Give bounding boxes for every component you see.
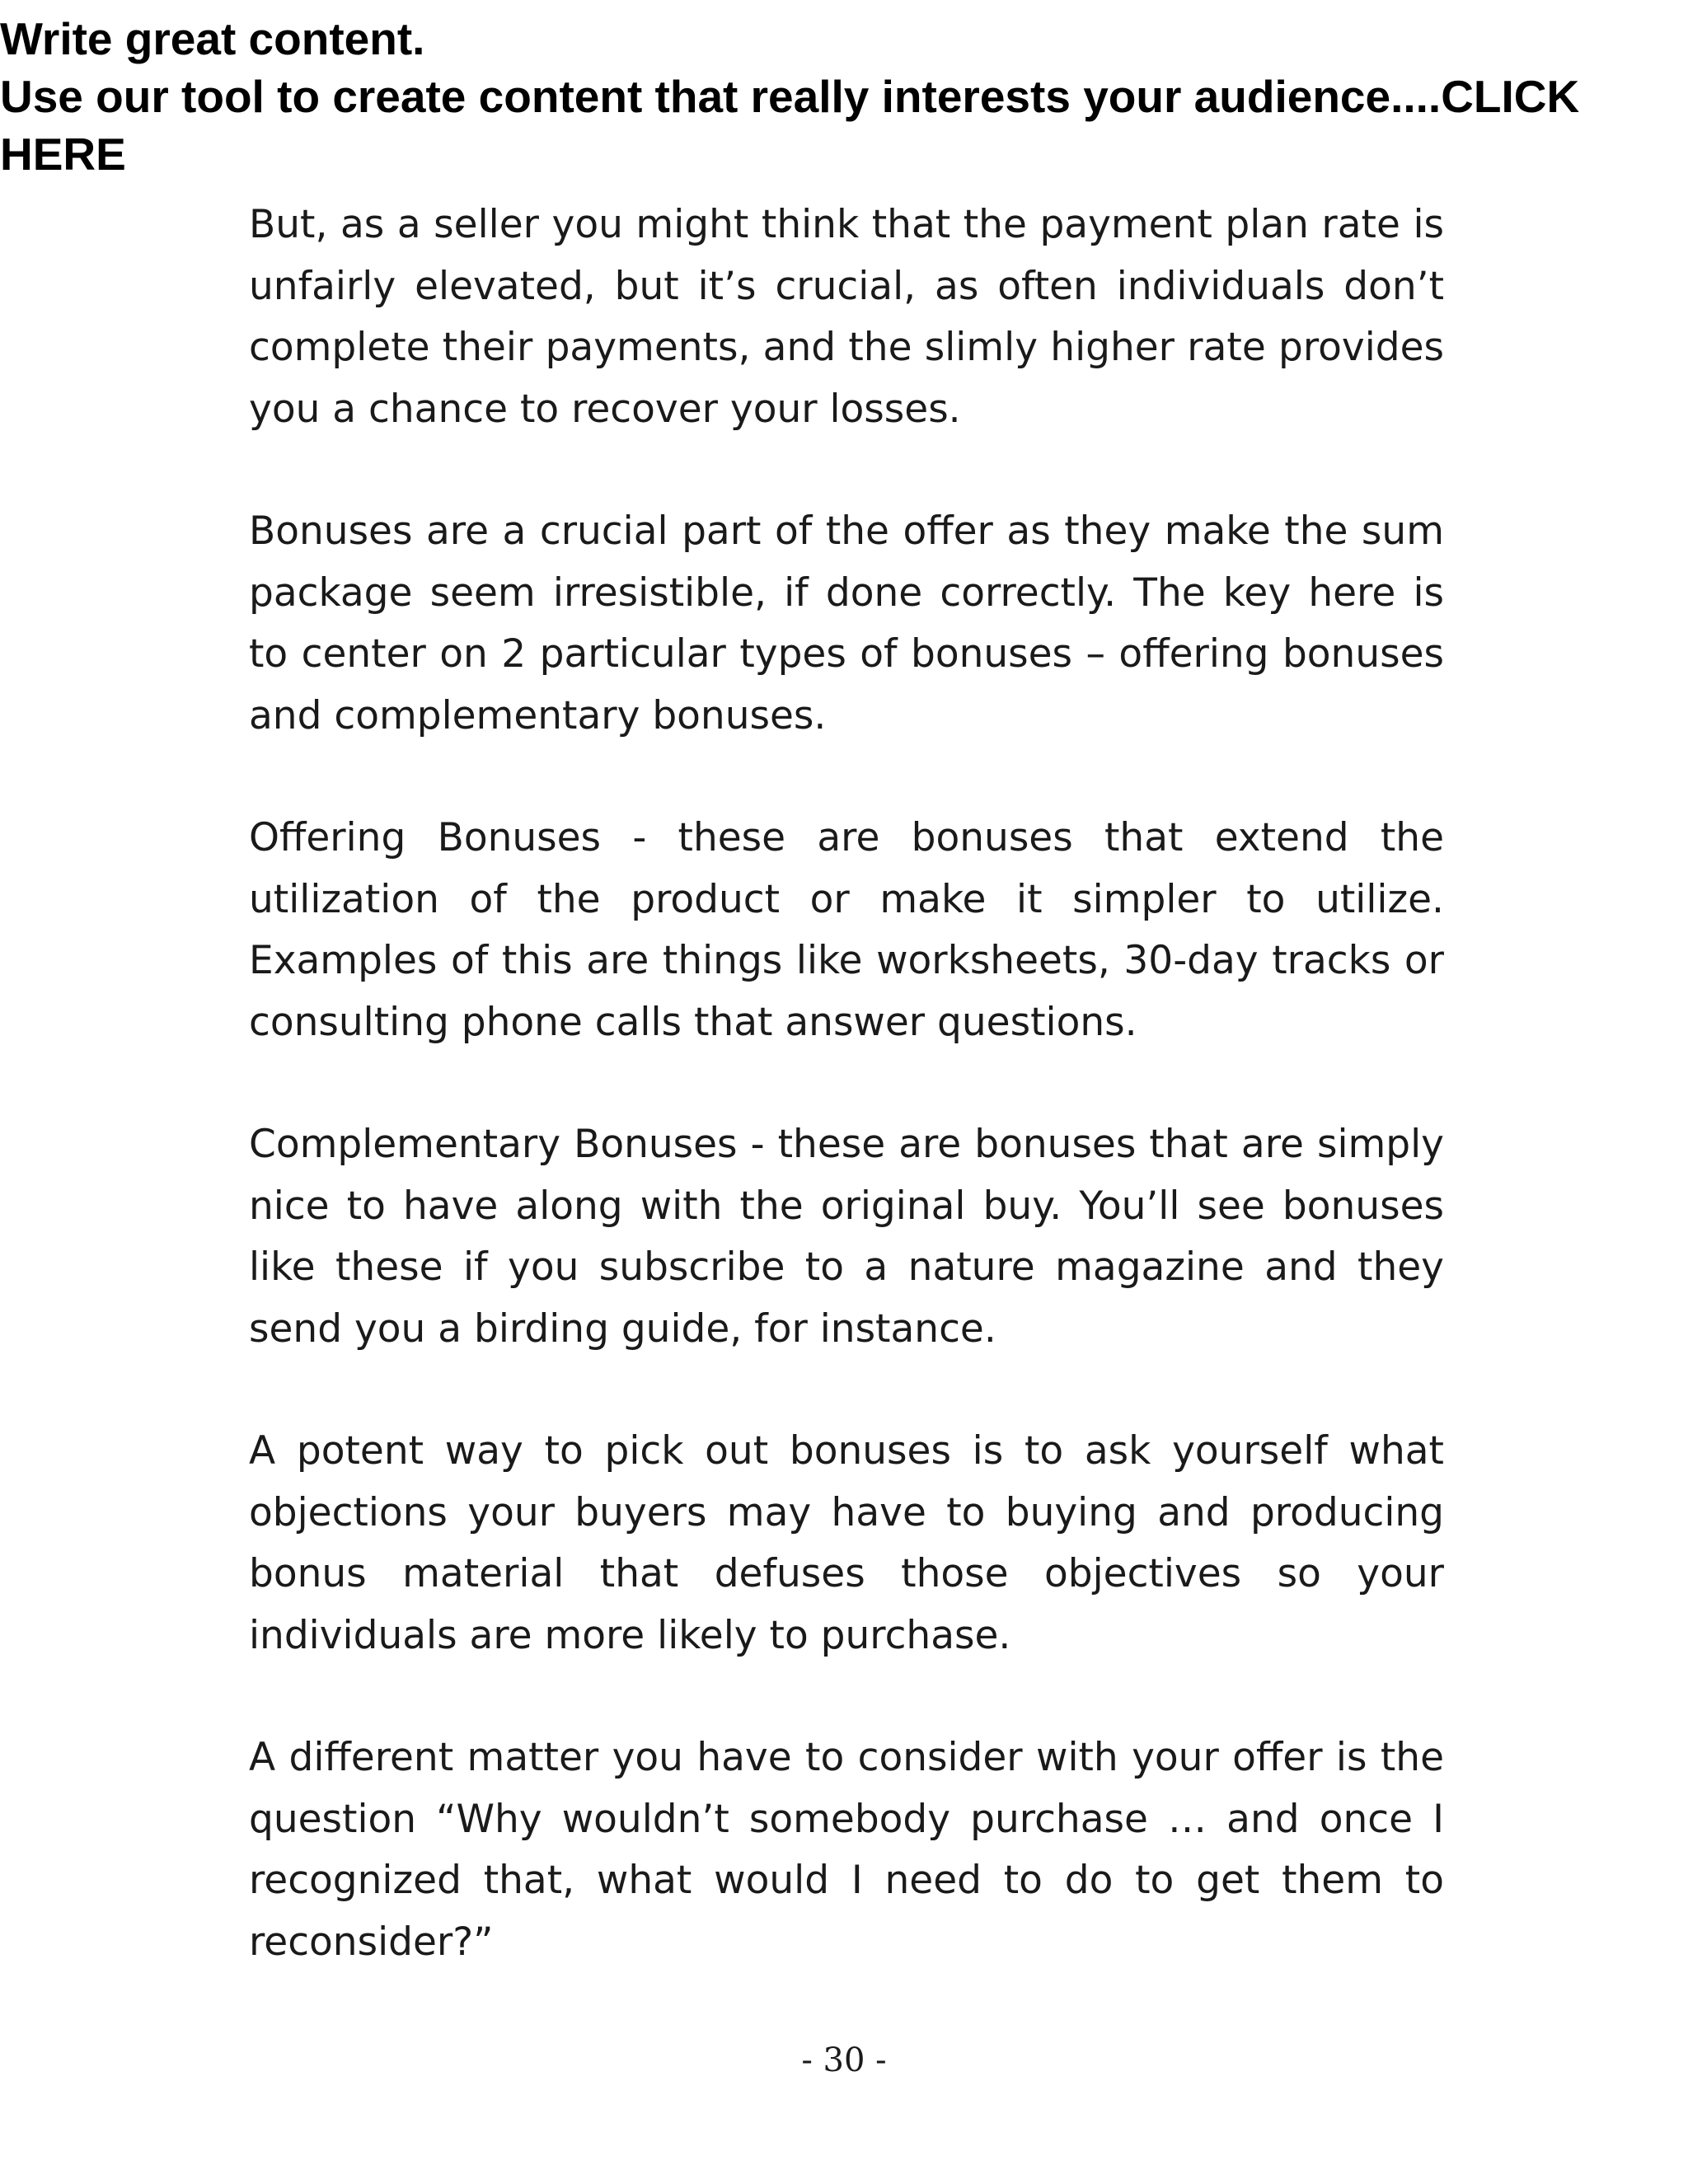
promo-headline: Write great content. (0, 13, 425, 64)
promo-click-here-link[interactable]: Use our tool to create content that really interests your audience....CLICK HERE (0, 71, 1580, 180)
paragraph-payment-plan: But, as a seller you might think that the payment plan rate is unfairly elevated, but it’s crucial, as often individuals don’t complete their payments, and the slimly higher rate provides you a chance to recover your losses. (249, 202, 1444, 432)
document-body (249, 194, 1444, 1973)
promo-banner (0, 10, 1673, 183)
page-number: - 30 - (801, 2041, 887, 2079)
paragraph-why-wouldnt: A different matter you have to consider with your offer is the question “Why wouldn’t somebody purchase … and once I recognized that, what would I need to do to get them to reconsider?” (249, 1735, 1444, 1965)
paragraph-bonuses-intro: Bonuses are a crucial part of the offer as they make the sum package seem irresistible, if done correctly. The key here is to center on 2 particular types of bonuses – offering bonuses and complementary bonuses. (249, 509, 1444, 738)
paragraph-offering-bonuses: Offering Bonuses - these are bonuses that extend the utilization of the product or make it simpler to utilize. Examples of this are things like worksheets, 30-day tracks or consulting phone calls that answer questions. (249, 815, 1444, 1045)
paragraph-complementary-bonuses: Complementary Bonuses - these are bonuses that are simply nice to have along with the original buy. You’ll see bonuses like these if you subscribe to a nature magazine and they send you a birding guide, for instance. (249, 1122, 1444, 1352)
paragraph-objections: A potent way to pick out bonuses is to ask yourself what objections your buyers may have to buying and producing bonus material that defuses those objectives so your individuals are more likely to purchase. (249, 1428, 1444, 1658)
